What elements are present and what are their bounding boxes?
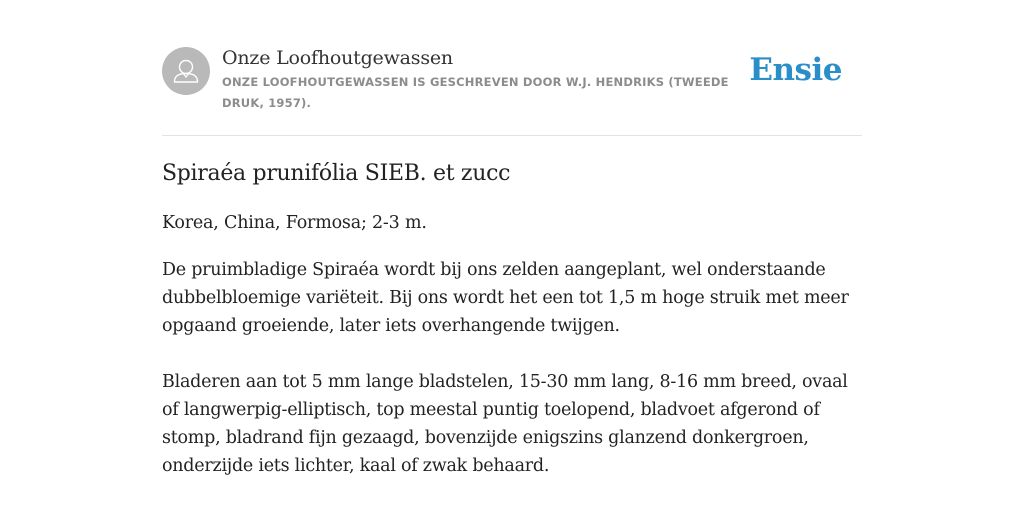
entry-subtitle: Korea, China, Formosa; 2-3 m. xyxy=(162,213,427,233)
source-header xyxy=(162,46,862,136)
brand-logo[interactable]: Ensie xyxy=(749,52,842,88)
entry-paragraph: De pruimbladige Spiraéa wordt bij ons zelden aangeplant, wel onderstaande dubbelbloemige variëteit. Bij ons wordt het een tot 1,5 m hoge struik met meer opgaand groeiende, later iets overhangende twijgen. xyxy=(162,260,849,336)
entry-paragraph: Bladeren aan tot 5 mm lange bladstelen, 15-30 mm lang, 8-16 mm breed, ovaal of langwerpig-elliptisch, top meestal puntig toelopend, bladvoet afgerond of stomp, bladrand fijn gezaagd, bovenzijde enigszins glanzend donkergroen, onderzijde iets lichter, kaal of zwak behaard. xyxy=(162,372,848,476)
source-title[interactable]: Onze Loofhoutgewassen xyxy=(222,47,453,69)
entry-title: Spiraéa prunifólia SIEB. et zucc xyxy=(162,161,511,186)
header-divider xyxy=(162,135,862,136)
source-description: ONZE LOOFHOUTGEWASSEN IS GESCHREVEN DOOR W.J. HENDRIKS (TWEEDE DRUK, 1957). xyxy=(222,75,729,110)
entry-content xyxy=(162,158,862,480)
user-avatar-icon[interactable] xyxy=(162,47,210,95)
